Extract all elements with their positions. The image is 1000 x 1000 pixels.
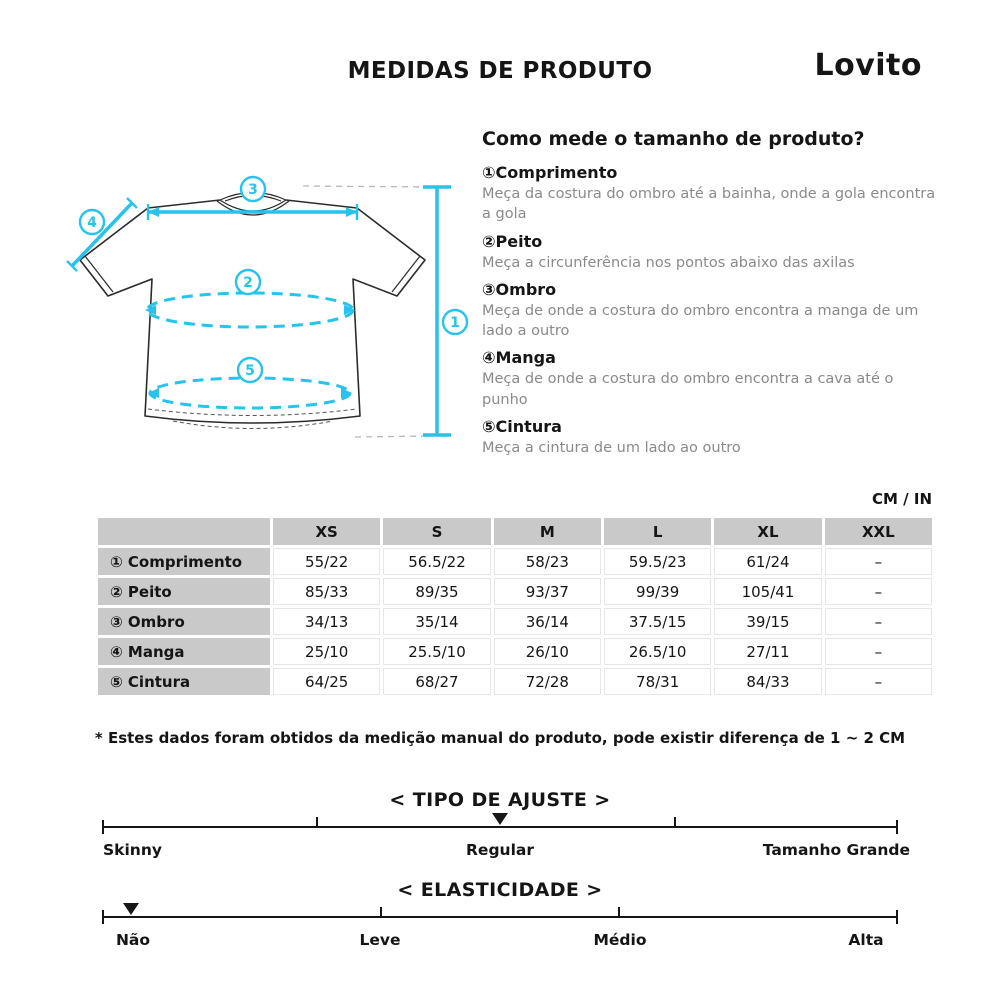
cell: – bbox=[825, 608, 932, 635]
col-header-s: S bbox=[383, 518, 490, 545]
cell: 37.5/15 bbox=[604, 608, 711, 635]
elasticity-label-nao: Não bbox=[115, 931, 151, 949]
elasticity-label-medio: Médio bbox=[593, 931, 647, 949]
table-row bbox=[98, 548, 932, 575]
measure-marker-4 bbox=[80, 210, 104, 234]
table-row bbox=[98, 608, 932, 635]
guide-item-label: ④Manga bbox=[482, 348, 556, 368]
cell: 99/39 bbox=[604, 578, 711, 605]
cell: 64/25 bbox=[273, 668, 380, 695]
cell: 35/14 bbox=[383, 608, 490, 635]
measurement-guide bbox=[482, 128, 940, 458]
guide-item-label: ①Comprimento bbox=[482, 163, 618, 182]
col-header-xl: XL bbox=[714, 518, 821, 545]
scale-tick bbox=[896, 910, 898, 924]
elasticity-scale-marker bbox=[123, 903, 139, 915]
fit-scale-title: < TIPO DE AJUSTE > bbox=[389, 789, 611, 811]
guide-item-desc: Meça de onde a costura do ombro encontra a cava até o punho bbox=[482, 371, 894, 408]
cell: 61/24 bbox=[714, 548, 821, 575]
cell: 93/37 bbox=[494, 578, 601, 605]
cell: 26.5/10 bbox=[604, 638, 711, 665]
guide-title: Como mede o tamanho de produto? bbox=[482, 128, 865, 150]
fit-label-tamanho-grande: Tamanho Grande bbox=[762, 841, 910, 859]
scale-tick bbox=[674, 817, 676, 827]
measure-marker-1 bbox=[443, 310, 467, 334]
cell: 58/23 bbox=[494, 548, 601, 575]
guide-item-label: ③Ombro bbox=[482, 279, 557, 299]
guide-item-desc: Meça de onde a costura do ombro encontra a manga de um lado a outro bbox=[482, 302, 919, 340]
scale-tick bbox=[380, 907, 382, 917]
row-label-peito: ② Peito bbox=[98, 578, 270, 605]
table-corner-cell bbox=[98, 518, 270, 545]
scale-tick bbox=[102, 820, 104, 834]
col-header-xxl: XXL bbox=[825, 518, 932, 545]
svg-text:3: 3 bbox=[248, 182, 258, 198]
guide-item-peito bbox=[482, 232, 940, 273]
cell: – bbox=[825, 548, 932, 575]
measure-marker-3 bbox=[241, 177, 265, 201]
page-title: MEDIDAS DE PRODUTO bbox=[347, 58, 653, 84]
col-header-l: L bbox=[604, 518, 711, 545]
guide-item-desc: Meça a circunferência nos pontos abaixo das axilas bbox=[482, 254, 855, 271]
cell: – bbox=[825, 578, 932, 605]
cell: 78/31 bbox=[604, 668, 711, 695]
elasticity-label-alta: Alta bbox=[848, 931, 884, 949]
fit-scale-marker bbox=[492, 813, 508, 825]
cell: 34/13 bbox=[273, 608, 380, 635]
guide-item-comprimento bbox=[482, 163, 940, 225]
scale-tick bbox=[102, 910, 104, 924]
guide-item-label: ②Peito bbox=[482, 231, 543, 251]
cell: 89/35 bbox=[383, 578, 490, 605]
row-label-cintura: ⑤ Cintura bbox=[98, 668, 270, 695]
cell: 56.5/22 bbox=[383, 548, 490, 575]
cell: 85/33 bbox=[273, 578, 380, 605]
tshirt-diagram bbox=[55, 160, 475, 465]
measure-marker-2 bbox=[236, 270, 260, 294]
col-header-m: M bbox=[494, 518, 601, 545]
table-row bbox=[98, 668, 932, 695]
elasticity-scale-track bbox=[103, 916, 897, 918]
brand-logo: Lovito bbox=[814, 48, 922, 83]
cell: 26/10 bbox=[494, 638, 601, 665]
measure-marker-5 bbox=[238, 358, 262, 382]
fit-label-regular: Regular bbox=[466, 841, 534, 859]
scale-tick bbox=[618, 907, 620, 917]
row-label-comprimento: ① Comprimento bbox=[98, 548, 270, 575]
connector-top-line bbox=[303, 186, 429, 187]
cell: – bbox=[825, 638, 932, 665]
fit-label-skinny: Skinny bbox=[103, 841, 162, 859]
cell: 25.5/10 bbox=[383, 638, 490, 665]
scale-tick bbox=[896, 820, 898, 834]
guide-item-manga bbox=[482, 348, 940, 410]
table-footnote: * Estes dados foram obtidos da medição manual do produto, pode existir diferença de 1 ~ 2 CM bbox=[94, 729, 906, 747]
guide-item-ombro bbox=[482, 280, 940, 342]
cell: – bbox=[825, 668, 932, 695]
cell: 39/15 bbox=[714, 608, 821, 635]
svg-text:4: 4 bbox=[87, 215, 97, 231]
size-table bbox=[95, 515, 935, 698]
cell: 25/10 bbox=[273, 638, 380, 665]
cell: 27/11 bbox=[714, 638, 821, 665]
svg-text:2: 2 bbox=[243, 275, 253, 291]
elasticity-scale-title: < ELASTICIDADE > bbox=[397, 879, 603, 901]
cell: 84/33 bbox=[714, 668, 821, 695]
cell: 72/28 bbox=[494, 668, 601, 695]
scale-tick bbox=[316, 817, 318, 827]
guide-item-cintura bbox=[482, 417, 940, 458]
unit-label: CM / IN bbox=[872, 490, 932, 508]
table-header-row bbox=[98, 518, 932, 545]
guide-item-desc: Meça da costura do ombro até a bainha, onde a gola encontra a gola bbox=[482, 186, 936, 223]
col-header-xs: XS bbox=[273, 518, 380, 545]
cell: 105/41 bbox=[714, 578, 821, 605]
table-row bbox=[98, 638, 932, 665]
cell: 36/14 bbox=[494, 608, 601, 635]
row-label-manga: ④ Manga bbox=[98, 638, 270, 665]
tshirt-outline bbox=[80, 193, 425, 429]
cell: 59.5/23 bbox=[604, 548, 711, 575]
fit-scale-track bbox=[103, 826, 897, 828]
cell: 55/22 bbox=[273, 548, 380, 575]
elasticity-label-leve: Leve bbox=[359, 931, 401, 949]
svg-text:5: 5 bbox=[245, 363, 255, 379]
row-label-ombro: ③ Ombro bbox=[98, 608, 270, 635]
table-row bbox=[98, 578, 932, 605]
svg-text:1: 1 bbox=[450, 315, 460, 331]
connector-bottom-line bbox=[355, 436, 429, 437]
guide-item-label: ⑤Cintura bbox=[482, 417, 562, 437]
cell: 68/27 bbox=[383, 668, 490, 695]
guide-item-desc: Meça a cintura de um lado ao outro bbox=[482, 440, 741, 457]
